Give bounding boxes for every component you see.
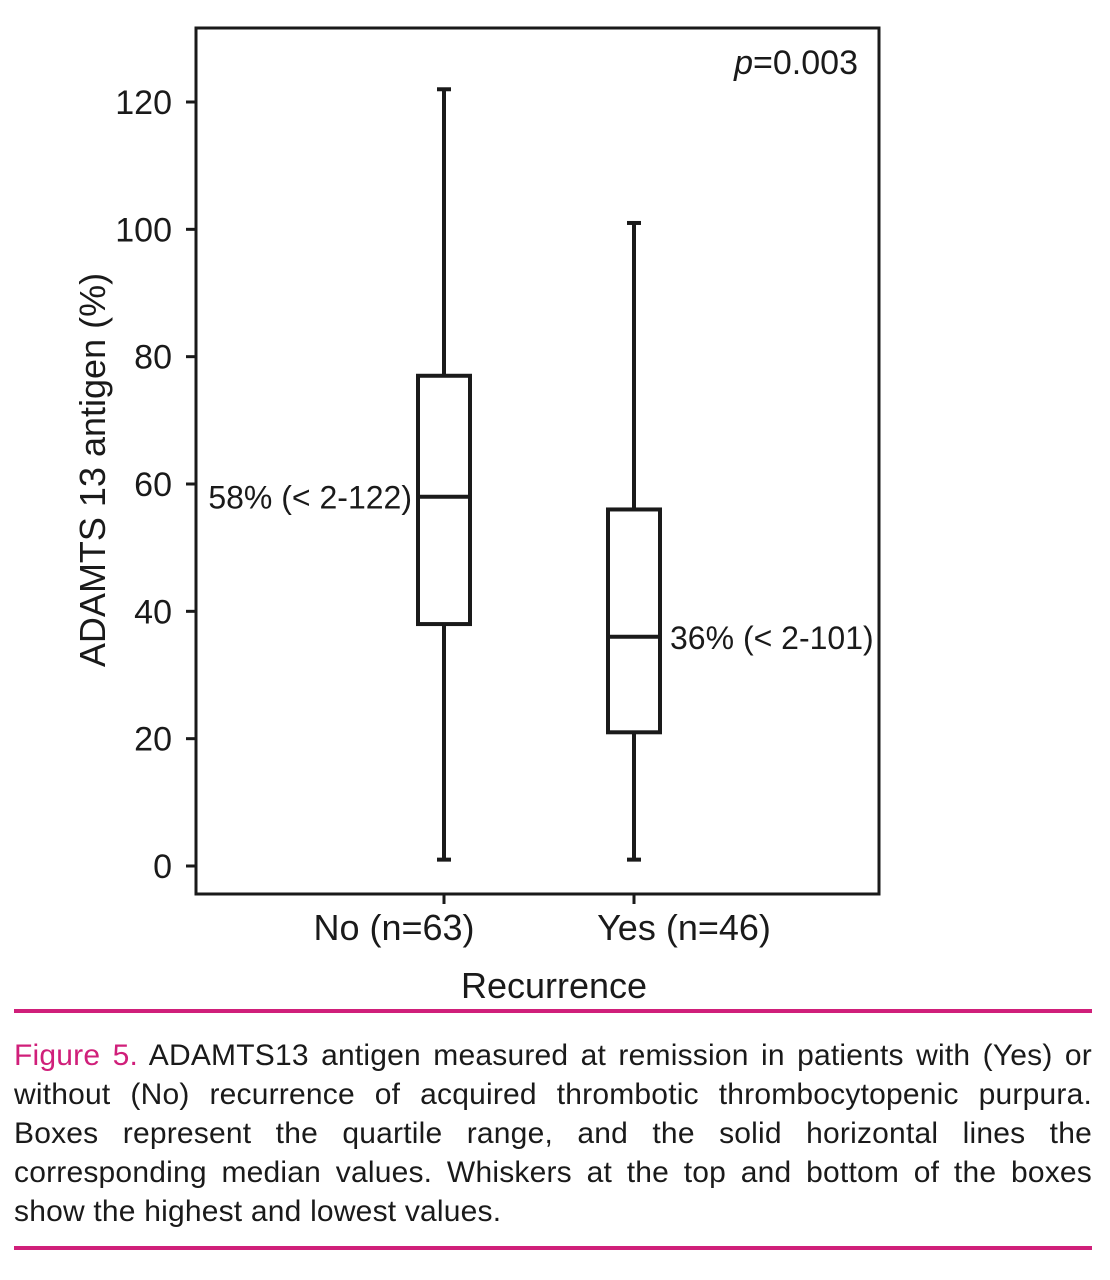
- figure-label: Figure 5.: [14, 1039, 139, 1072]
- plot-frame: [196, 28, 879, 894]
- x-axis-label: Recurrence: [460, 965, 648, 1006]
- box-yes: [608, 223, 874, 860]
- x-axis: [313, 894, 770, 948]
- p-value-annotation: [733, 44, 858, 82]
- y-tick-label: 0: [153, 848, 172, 886]
- box-plot-series: [208, 89, 873, 859]
- x-tick-label: No (n=63): [313, 907, 475, 948]
- quartile-box: [418, 376, 470, 624]
- y-axis: [115, 84, 196, 886]
- p-symbol: p: [734, 44, 754, 82]
- y-tick-label: 80: [134, 338, 172, 377]
- median-label: 58% (< 2-122): [208, 479, 412, 516]
- p-value: =0.003: [753, 44, 858, 82]
- y-tick-label: 120: [115, 84, 172, 122]
- y-tick-label: 20: [134, 720, 172, 759]
- figure-caption: [14, 1036, 1092, 1231]
- caption-bottom-rule: [14, 1246, 1092, 1250]
- median-label: 36% (< 2-101): [670, 619, 874, 656]
- x-tick-label: Yes (n=46): [597, 907, 771, 948]
- quartile-box: [608, 509, 660, 732]
- y-tick-label: 100: [115, 211, 172, 250]
- y-tick-label: 60: [134, 466, 172, 504]
- caption-top-rule: [14, 1009, 1092, 1013]
- y-axis-label: ADAMTS 13 antigen (%): [72, 272, 113, 668]
- y-tick-label: 40: [134, 593, 172, 632]
- caption-text: ADAMTS13 antigen measured at remission in patients with (Yes) or without (No) recurrence of acquired thrombotic thrombocytopenic purpura. Boxes represent the quartile range, and the solid horizontal lines the corresponding median values. Whiskers at the top and bottom of the boxes show the highest and lowest values.: [14, 1039, 1092, 1228]
- box-no: [208, 89, 470, 859]
